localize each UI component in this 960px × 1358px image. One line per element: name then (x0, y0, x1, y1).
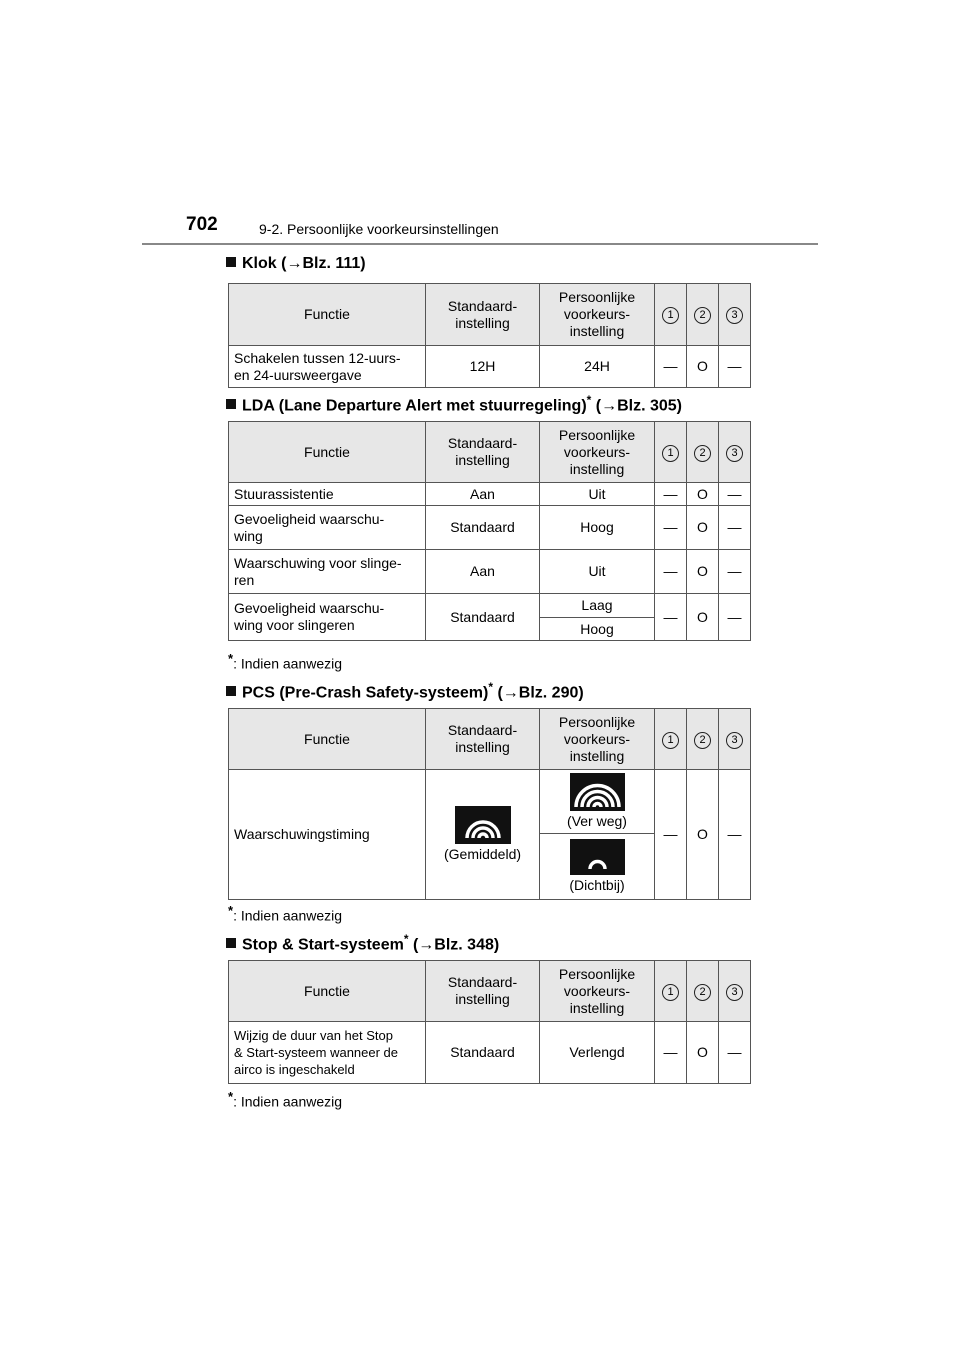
col-mode-2: 2 (687, 284, 719, 346)
col-standaard: Standaard- instelling (426, 284, 540, 346)
cell-mode-2: O (687, 506, 719, 550)
cell-functie: Schakelen tussen 12-uurs- en 24-uursweergave (229, 346, 426, 388)
cell-persoonlijk-dichtbij (540, 834, 655, 900)
col-persoonlijk: Persoonlijke voorkeurs- instelling (540, 709, 655, 770)
heading-ref: (→Blz. 305) (591, 397, 682, 415)
cell-mode-2: O (687, 1022, 719, 1084)
col-mode-1: 1 (655, 422, 687, 483)
table-header-row (229, 709, 751, 770)
footnote-text: : Indien aanwezig (233, 655, 343, 672)
cell-persoonlijk-laag: Laag (540, 594, 655, 618)
cell-standaard: Standaard (426, 594, 540, 641)
table-lda (228, 421, 751, 641)
cell-mode-1: — (655, 506, 687, 550)
cell-standaard: Standaard (426, 1022, 540, 1084)
footnote-stopstart (228, 1089, 342, 1110)
page-number: 702 (186, 214, 218, 235)
col-functie: Functie (229, 709, 426, 770)
cell-mode-3: — (719, 550, 751, 594)
col-mode-1: 1 (655, 709, 687, 770)
cell-mode-3: — (719, 506, 751, 550)
pcs-timing-medium-icon (455, 806, 511, 844)
cell-mode-2: O (687, 346, 719, 388)
bullet-square-icon (226, 257, 236, 267)
cell-standaard: Standaard (426, 506, 540, 550)
heading-text: LDA (Lane Departure Alert met stuurregeling) (242, 397, 587, 415)
footnote-star: * (228, 903, 234, 918)
cell-mode-2: O (687, 550, 719, 594)
icon-caption: (Gemiddeld) (443, 846, 522, 862)
table-header-row (229, 961, 751, 1022)
footnote-text: : Indien aanwezig (233, 907, 343, 924)
cell-persoonlijk: 24H (540, 346, 655, 388)
footnote-pcs (228, 903, 342, 924)
table-row (229, 770, 751, 834)
cell-mode-1: — (655, 1022, 687, 1084)
table-row (229, 483, 751, 506)
col-mode-3: 3 (719, 961, 751, 1022)
cell-mode-1: — (655, 594, 687, 641)
chapter-title: 9-2. Persoonlijke voorkeursinstellingen (259, 221, 499, 237)
col-standaard: Standaard- instelling (426, 422, 540, 483)
col-persoonlijk: Persoonlijke voorkeurs- instelling (540, 961, 655, 1022)
col-mode-1: 1 (655, 961, 687, 1022)
icon-caption: (Dichtbij) (569, 877, 625, 893)
table-row (229, 550, 751, 594)
bullet-square-icon (226, 399, 236, 409)
table-header-row (229, 422, 751, 483)
table-klok (228, 283, 751, 388)
cell-standaard: Aan (426, 483, 540, 506)
table-pcs (228, 708, 751, 900)
cell-persoonlijk-hoog: Hoog (540, 618, 655, 641)
cell-functie: Gevoeligheid waarschu- wing voor slingeren (229, 594, 426, 641)
icon-caption: (Ver weg) (567, 813, 627, 829)
col-mode-2: 2 (687, 961, 719, 1022)
section-heading-klok (226, 255, 366, 273)
cell-persoonlijk: Uit (540, 550, 655, 594)
cell-mode-3: — (719, 1022, 751, 1084)
cell-mode-1: — (655, 770, 687, 900)
cell-persoonlijk: Uit (540, 483, 655, 506)
cell-functie: Gevoeligheid waarschu- wing (229, 506, 426, 550)
heading-text: PCS (Pre-Crash Safety-systeem) (242, 684, 489, 702)
col-mode-3: 3 (719, 422, 751, 483)
footnote-star: * (586, 393, 592, 407)
col-standaard: Standaard- instelling (426, 961, 540, 1022)
cell-persoonlijk: Verlengd (540, 1022, 655, 1084)
bullet-square-icon (226, 938, 236, 948)
cell-standaard: Aan (426, 550, 540, 594)
section-heading-pcs (226, 680, 584, 702)
cell-mode-3: — (719, 346, 751, 388)
col-functie: Functie (229, 422, 426, 483)
cell-mode-3: — (719, 770, 751, 900)
table-row (229, 346, 751, 388)
pcs-timing-far-icon (570, 773, 625, 811)
cell-standaard (426, 770, 540, 900)
heading-ref: (→Blz. 290) (493, 684, 584, 702)
cell-mode-1: — (655, 483, 687, 506)
footnote-star: * (488, 680, 493, 694)
heading-text: Stop & Start-systeem (242, 936, 404, 954)
col-mode-1: 1 (655, 284, 687, 346)
col-standaard: Standaard- instelling (426, 709, 540, 770)
cell-mode-3: — (719, 483, 751, 506)
cell-mode-2: O (687, 770, 719, 900)
table-stopstart (228, 960, 751, 1084)
col-functie: Functie (229, 961, 426, 1022)
cell-mode-1: — (655, 550, 687, 594)
table-header-row (229, 284, 751, 346)
table-row (229, 594, 751, 618)
cell-mode-2: O (687, 483, 719, 506)
col-functie: Functie (229, 284, 426, 346)
heading-ref: (→Blz. 348) (408, 936, 500, 954)
cell-standaard: 12H (426, 346, 540, 388)
footnote-star: * (228, 651, 234, 666)
cell-functie: Stuurassistentie (229, 483, 426, 506)
footnote-star: * (403, 932, 409, 946)
cell-mode-1: — (655, 346, 687, 388)
col-persoonlijk: Persoonlijke voorkeurs- instelling (540, 284, 655, 346)
col-mode-2: 2 (687, 422, 719, 483)
cell-functie: Wijzig de duur van het Stop & Start-systeem wanneer de airco is ingeschakeld (229, 1022, 426, 1084)
table-row (229, 1022, 751, 1084)
cell-functie: Waarschuwingstiming (229, 770, 426, 900)
header-rule (142, 243, 818, 245)
table-row (229, 506, 751, 550)
cell-persoonlijk: Hoog (540, 506, 655, 550)
cell-mode-3: — (719, 594, 751, 641)
footnote-star: * (228, 1089, 234, 1104)
cell-persoonlijk-ver-weg (540, 770, 655, 834)
col-mode-2: 2 (687, 709, 719, 770)
footnote-lda (228, 651, 342, 672)
section-heading-stopstart (226, 932, 499, 954)
cell-functie: Waarschuwing voor slinge- ren (229, 550, 426, 594)
pcs-timing-near-icon (570, 839, 625, 875)
col-persoonlijk: Persoonlijke voorkeurs- instelling (540, 422, 655, 483)
cell-mode-2: O (687, 594, 719, 641)
footnote-text: : Indien aanwezig (233, 1093, 343, 1110)
section-heading-lda (226, 393, 682, 415)
col-mode-3: 3 (719, 284, 751, 346)
col-mode-3: 3 (719, 709, 751, 770)
bullet-square-icon (226, 686, 236, 696)
heading-text: Klok (→Blz. 111) (242, 255, 366, 272)
